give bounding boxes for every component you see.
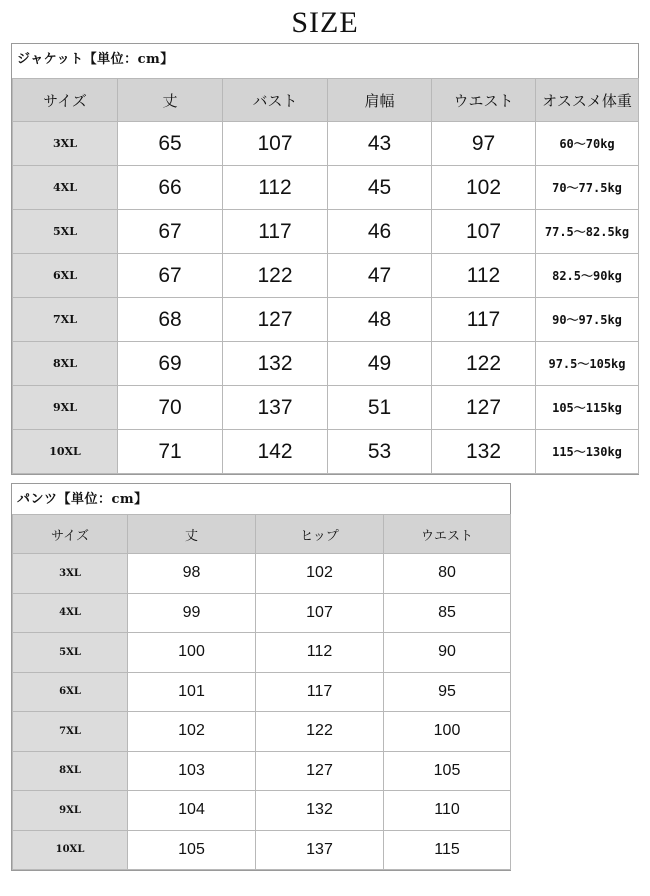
jacket-value-cell: 71 [118,430,223,474]
jacket-value-cell: 107 [223,122,328,166]
pants-header-cell: 丈 [128,515,256,554]
pants-value-cell: 137 [256,830,384,870]
jacket-size-cell: 7XL [13,298,118,342]
pants-size-cell: 9XL [13,791,128,831]
jacket-section-label: ジャケット【単位：cm】 [17,52,174,67]
table-row [13,791,511,831]
jacket-value-cell: 70～77.5kg [536,166,639,210]
jacket-size-table [12,78,639,474]
pants-value-cell: 102 [256,554,384,594]
table-row [13,298,639,342]
jacket-value-cell: 122 [432,342,536,386]
jacket-value-cell: 66 [118,166,223,210]
jacket-value-cell: 127 [223,298,328,342]
table-row [13,210,639,254]
jacket-header-cell: バスト [223,79,328,122]
jacket-value-cell: 60～70kg [536,122,639,166]
table-row [13,386,639,430]
jacket-value-cell: 115～130kg [536,430,639,474]
pants-value-cell: 127 [256,751,384,791]
pants-value-cell: 107 [256,593,384,633]
jacket-value-cell: 117 [432,298,536,342]
pants-header-cell: サイズ [13,515,128,554]
jacket-value-cell: 49 [328,342,432,386]
table-row [13,830,511,870]
jacket-value-cell: 122 [223,254,328,298]
pants-size-cell: 4XL [13,593,128,633]
jacket-header-cell: 丈 [118,79,223,122]
table-row [13,593,511,633]
jacket-value-cell: 53 [328,430,432,474]
pants-value-cell: 80 [384,554,511,594]
jacket-value-cell: 105～115kg [536,386,639,430]
jacket-size-cell: 3XL [13,122,118,166]
table-row [13,633,511,673]
table-row [13,342,639,386]
pants-size-table [12,514,511,870]
pants-value-cell: 115 [384,830,511,870]
jacket-value-cell: 137 [223,386,328,430]
pants-size-cell: 7XL [13,712,128,752]
pants-value-cell: 90 [384,633,511,673]
pants-value-cell: 85 [384,593,511,633]
jacket-value-cell: 97.5～105kg [536,342,639,386]
jacket-value-cell: 102 [432,166,536,210]
jacket-value-cell: 112 [432,254,536,298]
jacket-size-cell: 9XL [13,386,118,430]
jacket-value-cell: 112 [223,166,328,210]
page-title: SIZE [291,6,359,39]
pants-value-cell: 122 [256,712,384,752]
jacket-value-cell: 67 [118,254,223,298]
jacket-value-cell: 65 [118,122,223,166]
jacket-size-cell: 8XL [13,342,118,386]
pants-value-cell: 117 [256,672,384,712]
jacket-header-cell: オススメ体重 [536,79,639,122]
jacket-header-cell: 肩幅 [328,79,432,122]
jacket-size-cell: 4XL [13,166,118,210]
pants-value-cell: 101 [128,672,256,712]
jacket-value-cell: 97 [432,122,536,166]
jacket-value-cell: 67 [118,210,223,254]
table-row [13,430,639,474]
pants-value-cell: 100 [128,633,256,673]
jacket-value-cell: 70 [118,386,223,430]
jacket-value-cell: 48 [328,298,432,342]
jacket-size-cell: 10XL [13,430,118,474]
pants-value-cell: 105 [384,751,511,791]
pants-size-cell: 8XL [13,751,128,791]
jacket-value-cell: 90～97.5kg [536,298,639,342]
pants-value-cell: 132 [256,791,384,831]
jacket-value-cell: 142 [223,430,328,474]
jacket-value-cell: 43 [328,122,432,166]
jacket-size-section [11,43,639,475]
jacket-value-cell: 127 [432,386,536,430]
pants-header-cell: ヒップ [256,515,384,554]
pants-value-cell: 103 [128,751,256,791]
jacket-size-cell: 6XL [13,254,118,298]
pants-value-cell: 104 [128,791,256,831]
jacket-value-cell: 47 [328,254,432,298]
jacket-value-cell: 107 [432,210,536,254]
jacket-value-cell: 132 [223,342,328,386]
table-row [13,751,511,791]
jacket-value-cell: 51 [328,386,432,430]
pants-section-label: パンツ【単位：cm】 [17,492,148,507]
jacket-size-cell: 5XL [13,210,118,254]
pants-size-section [11,483,511,871]
pants-size-cell: 5XL [13,633,128,673]
jacket-value-cell: 68 [118,298,223,342]
pants-header-cell: ウエスト [384,515,511,554]
pants-size-cell: 6XL [13,672,128,712]
jacket-value-cell: 117 [223,210,328,254]
pants-value-cell: 95 [384,672,511,712]
pants-value-cell: 98 [128,554,256,594]
pants-value-cell: 112 [256,633,384,673]
pants-value-cell: 110 [384,791,511,831]
pants-size-cell: 10XL [13,830,128,870]
jacket-header-cell: サイズ [13,79,118,122]
pants-value-cell: 102 [128,712,256,752]
jacket-header-cell: ウエスト [432,79,536,122]
pants-value-cell: 100 [384,712,511,752]
jacket-value-cell: 82.5～90kg [536,254,639,298]
jacket-value-cell: 69 [118,342,223,386]
pants-size-cell: 3XL [13,554,128,594]
table-row [13,712,511,752]
jacket-value-cell: 132 [432,430,536,474]
table-row [13,672,511,712]
jacket-value-cell: 45 [328,166,432,210]
table-row [13,166,639,210]
pants-value-cell: 105 [128,830,256,870]
table-row [13,554,511,594]
pants-value-cell: 99 [128,593,256,633]
jacket-value-cell: 77.5～82.5kg [536,210,639,254]
jacket-value-cell: 46 [328,210,432,254]
table-row [13,122,639,166]
table-row [13,254,639,298]
